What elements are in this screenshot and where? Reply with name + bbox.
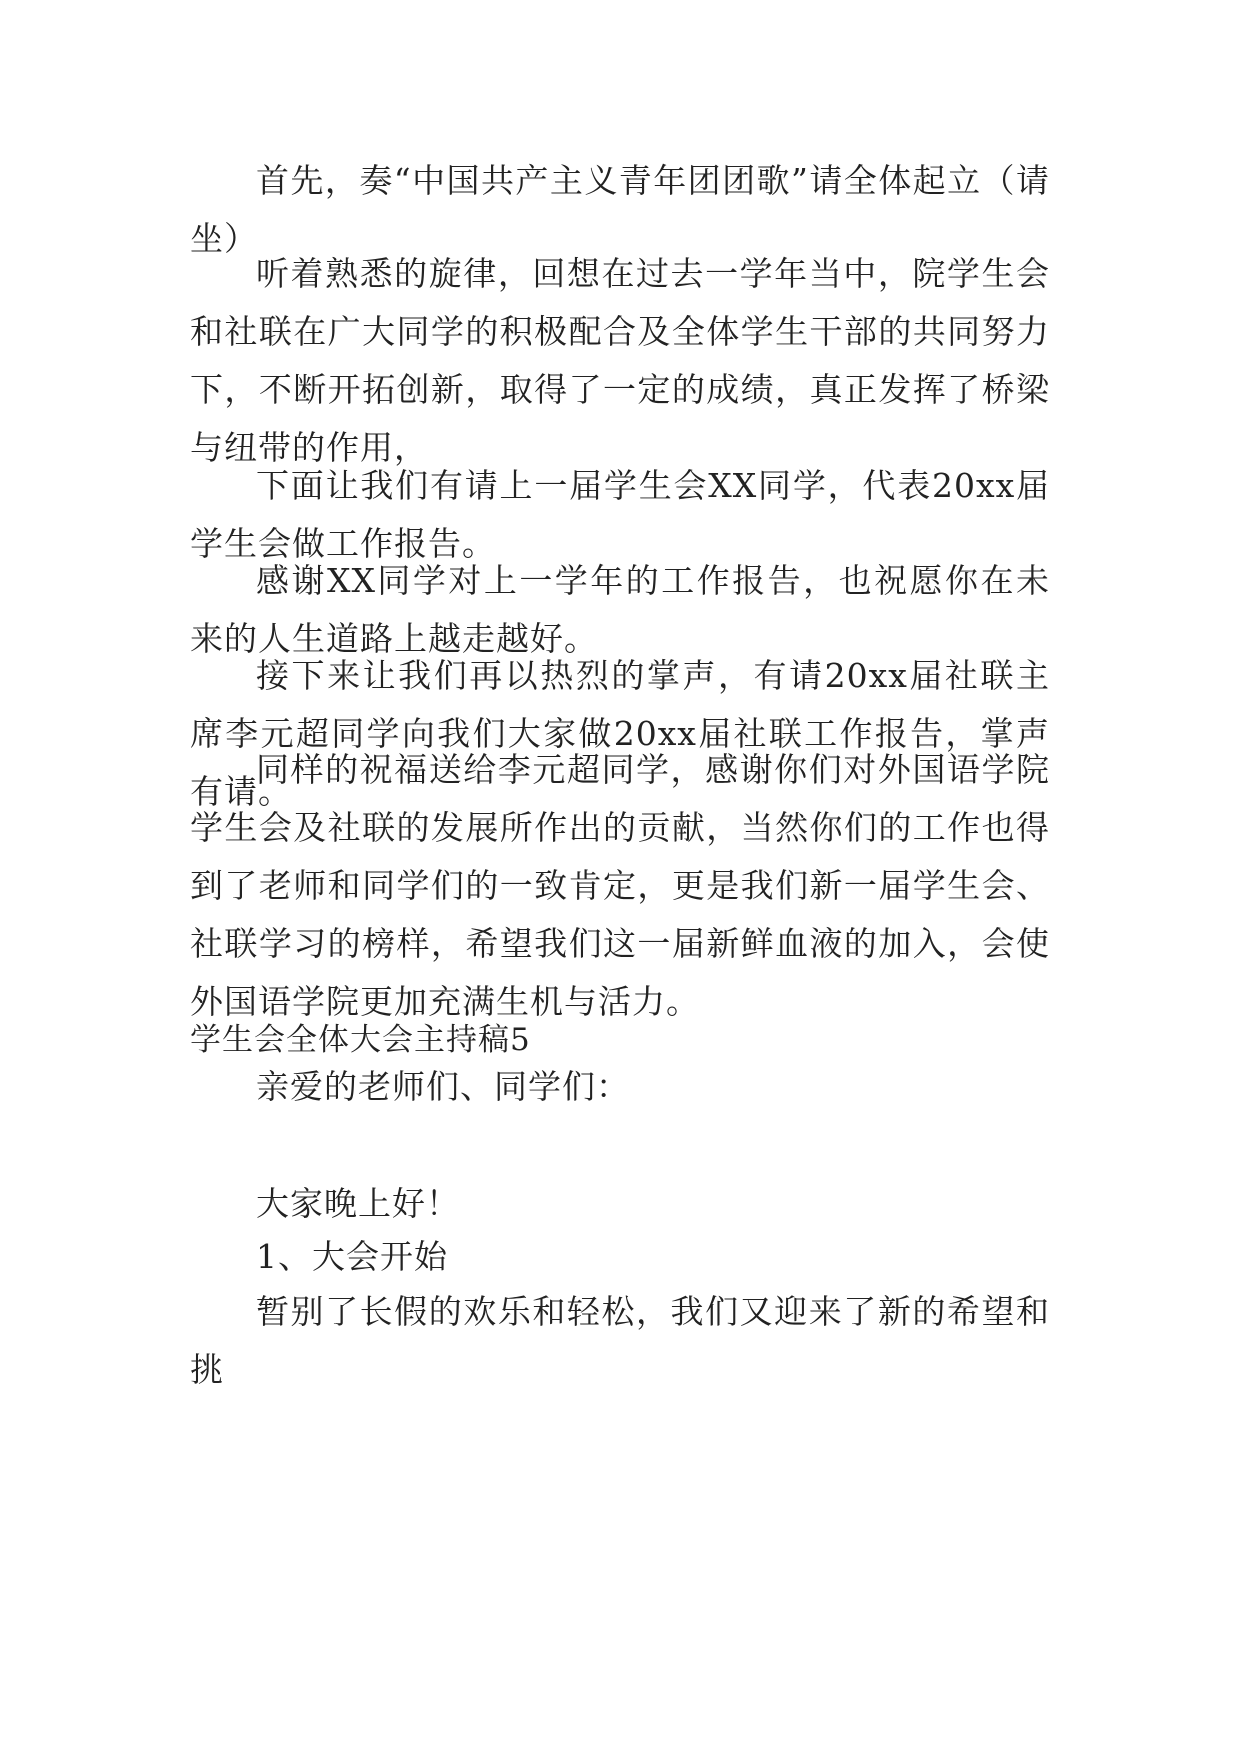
paragraph-blessing: 同样的祝福送给李元超同学，感谢你们对外国语学院学生会及社联的发展所作出的贡献，当然你们的工作也得到了老师和同学们的一致肯定，更是我们新一届学生会、社联学习的榜样，希望我们这一届新鲜血液的加入，会使外国语学院更加充满生机与活力。	[190, 750, 1050, 1021]
paragraph-greeting: 亲爱的老师们、同学们：	[256, 1067, 630, 1106]
paragraph-club-report: 接下来让我们再以热烈的掌声，有请20xx届社联主席李元超同学向我们大家做20xx届社联工作报告，掌声有请。	[190, 656, 1050, 811]
section-title: 学生会全体大会主持稿5	[190, 1022, 531, 1058]
paragraph-review: 听着熟悉的旋律，回想在过去一学年当中，院学生会和社联在广大同学的积极配合及全体学生干部的共同努力下，不断开拓创新，取得了一定的成绩，真正发挥了桥梁与纽带的作用，	[190, 254, 1050, 467]
paragraph-thanks: 感谢XX同学对上一学年的工作报告，也祝愿你在未来的人生道路上越走越好。	[190, 561, 1050, 658]
paragraph-anthem: 首先，奏“中国共产主义青年团团歌”请全体起立（请坐）	[190, 161, 1050, 258]
paragraph-opening: 暂别了长假的欢乐和轻松，我们又迎来了新的希望和挑	[190, 1292, 1050, 1389]
paragraph-invite-report: 下面让我们有请上一届学生会XX同学，代表20xx届学生会做工作报告。	[190, 466, 1050, 563]
paragraph-good-evening: 大家晚上好！	[256, 1184, 460, 1223]
paragraph-meeting-start: 1、大会开始	[256, 1237, 448, 1276]
